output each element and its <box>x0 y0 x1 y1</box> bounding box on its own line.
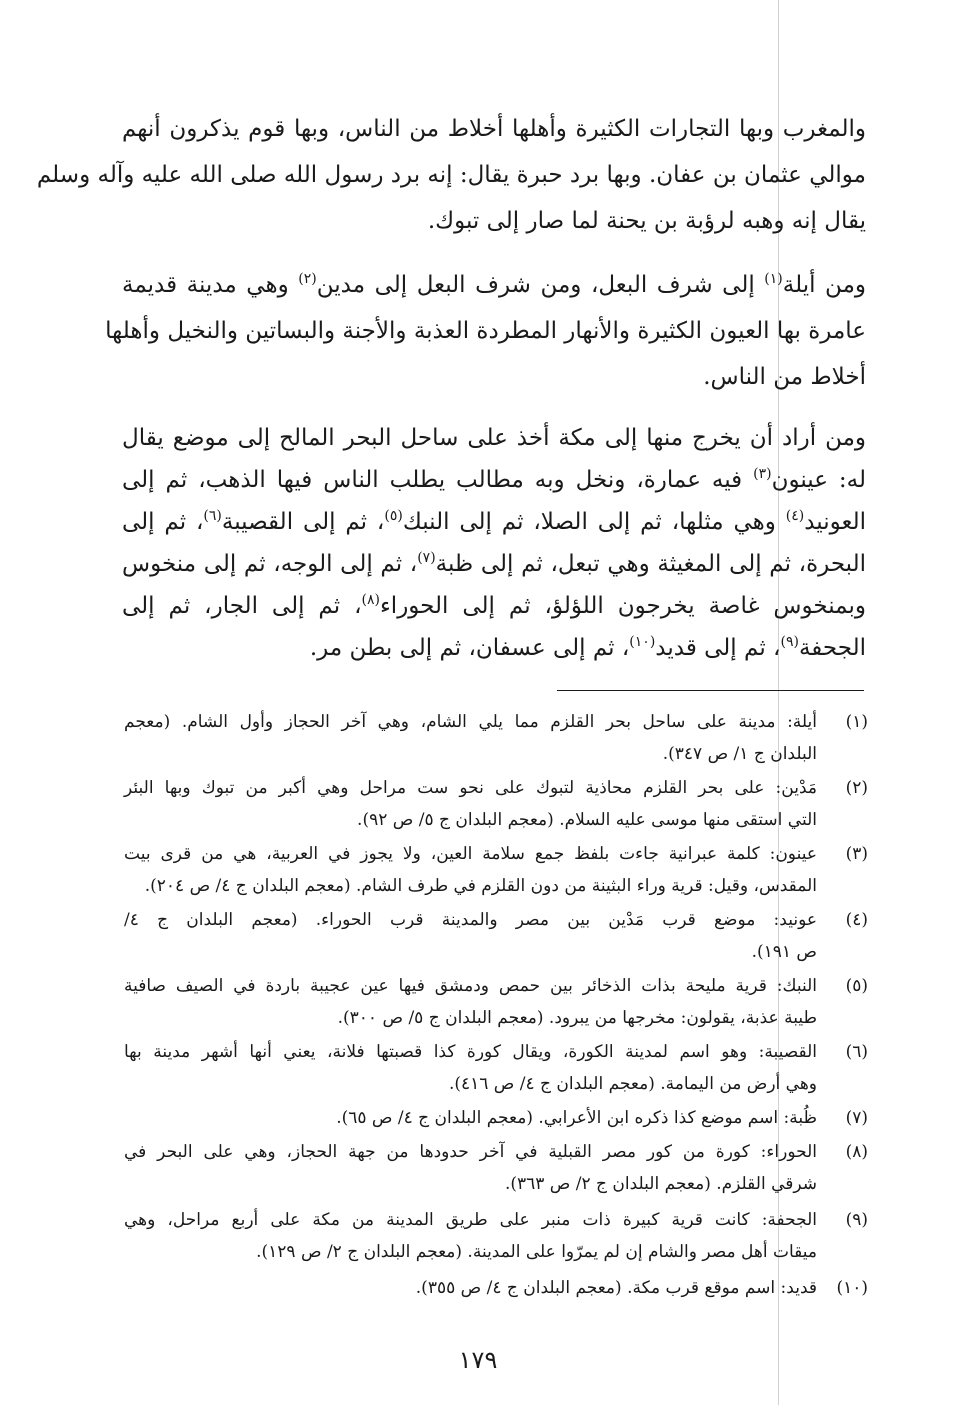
footnote-line: وهي أرض من اليمامة. (معجم البلدان ج ٤/ ص ٤١٦). <box>448 1074 817 1094</box>
footnote-ref[interactable]: (١٠) <box>629 634 656 650</box>
page-number: ١٧٩ <box>458 1346 498 1374</box>
footnote-number: (٥) <box>845 976 868 996</box>
footnote-number: (٤) <box>845 910 868 930</box>
footnote-line: الحوراء: كورة من كور مصر القبلية في آخر حدودها من جهة الحجاز، وهي على البحر في <box>124 1142 817 1162</box>
footnote-line: البلدان ج ١/ ص ٣٤٧). <box>662 744 817 764</box>
footnote-line: القصيبة: وهو اسم لمدينة الكورة، ويقال كورة كذا قصبتها فلانة، يعني أنها أشهر مدينة بها <box>124 1042 817 1062</box>
body-line: والمغرب وبها التجارات الكثيرة وأهلها أخلاط من الناس، وبها قوم يذكرون أنهم <box>122 116 866 142</box>
footnote-10 <box>124 1272 868 1306</box>
footnote-8 <box>124 1136 868 1200</box>
footnote-2 <box>124 772 868 836</box>
body-line: أخلاط من الناس. <box>703 364 866 390</box>
footnote-ref[interactable]: (٧) <box>417 550 436 566</box>
footnote-6 <box>124 1036 868 1100</box>
body-line: يقال إنه وهبه لرؤبة بن يحنة لما صار إلى تبوك. <box>427 208 866 234</box>
footnote-ref[interactable]: (٩) <box>780 634 799 650</box>
footnote-number: (٦) <box>845 1042 868 1062</box>
footnote-line: الجحفة: كانت قرية كبيرة ذات منبر على طريق المدينة من مكة على أربع مراحل، وهي <box>124 1210 817 1230</box>
footnote-line: المقدس، وقيل: قرية وراء البثينة من دون القلزم في طرف الشام. (معجم البلدان ج ٤/ ص ٢٠٤). <box>144 876 817 896</box>
body-line: وبمنخوس غاصة يخرجون اللؤلؤ، ثم إلى الحوراء$^{(٨)}$، ثم إلى الجار، ثم إلى <box>122 592 866 619</box>
footnote-ref[interactable]: (٢) <box>298 271 317 287</box>
body-line: ومن أيلة$^{(١)}$ إلى شرف البعل، ومن شرف البعل إلى مدين$^{(٢)}$ وهي مدينة قديمة <box>122 271 866 298</box>
body-line: البحرة، ثم إلى المغيثة وهي تبعل، ثم إلى ظبة$^{(٧)}$، ثم إلى الوجه، ثم إلى منخوس <box>122 550 866 577</box>
footnote-line: التي استقى منها موسى عليه السلام. (معجم البلدان ج ٥/ ص ٩٢). <box>357 810 817 830</box>
footnote-7 <box>124 1102 868 1136</box>
footnote-line: ص ١٩١). <box>751 942 817 962</box>
footnote-ref[interactable]: (٥) <box>384 508 403 524</box>
footnote-ref[interactable]: (١) <box>764 271 783 287</box>
footnote-number: (١٠) <box>836 1278 868 1298</box>
footnote-9 <box>124 1204 868 1268</box>
footnote-number: (٢) <box>845 778 868 798</box>
body-line: العونيد$^{(٤)}$ وهي مثلها، ثم إلى الصلا، ثم إلى النبك$^{(٥)}$، ثم إلى القصيبة$^{(٦)}$، ثم إلى <box>122 508 866 535</box>
footnote-line: أيلة: مدينة على ساحل بحر القلزم مما يلي الشام، وهي آخر الحجاز وأول الشام. (معجم <box>124 712 817 732</box>
footnote-4 <box>124 904 868 968</box>
footnote-line: طيبة عذبة، يقولون: مخرجها من يبرود. (معجم البلدان ج ٥/ ص ٣٠٠). <box>337 1008 817 1028</box>
footnote-line: ميقات أهل مصر والشام إن لم يمرّوا على المدينة. (معجم البلدان ج ٢/ ص ١٢٩). <box>256 1242 817 1262</box>
footnote-3 <box>124 838 868 902</box>
footnote-number: (١) <box>845 712 868 732</box>
footnote-ref[interactable]: (٦) <box>203 508 222 524</box>
footnote-number: (٨) <box>845 1142 868 1162</box>
footnote-line: عونيد: موضع قرب مَدْين بين مصر والمدينة قرب الحوراء. (معجم البلدان ج ٤/ <box>124 910 817 930</box>
footnote-ref[interactable]: (٤) <box>785 508 805 524</box>
body-line: ومن أراد أن يخرج منها إلى مكة أخذ على ساحل البحر المالح إلى موضع يقال <box>122 425 866 451</box>
footnote-number: (٣) <box>845 844 868 864</box>
body-line: له: عينون$^{(٣)}$ فيه عمارة، ونخل وبه مطالب يطلب الناس فيها الذهب، ثم إلى <box>122 466 866 493</box>
footnote-line: مَدْين: على بحر القلزم محاذية لتبوك على نحو ست مراحل وهي أكبر من تبوك وبها البئر <box>124 778 817 798</box>
footnote-line: قديد: اسم موقع قرب مكة. (معجم البلدان ج ٤/ ص ٣٥٥). <box>415 1278 817 1298</box>
footnote-separator <box>557 690 864 691</box>
footnote-number: (٩) <box>845 1210 868 1230</box>
footnote-5 <box>124 970 868 1034</box>
footnote-line: ظُبة: اسم موضع كذا ذكره ابن الأعرابي. (معجم البلدان ج ٤/ ص ٦٥). <box>336 1108 817 1128</box>
footnote-ref[interactable]: (٨) <box>361 592 380 608</box>
footnote-ref[interactable]: (٣) <box>753 466 772 482</box>
body-line: عامرة بها العيون الكثيرة والأنهار المطردة العذبة والأجنة والبساتين والنخيل وأهلها <box>105 318 866 344</box>
footnote-number: (٧) <box>845 1108 868 1128</box>
footnote-1 <box>124 706 868 770</box>
footnote-line: شرقي القلزم. (معجم البلدان ج ٢/ ص ٣٦٣). <box>504 1174 817 1194</box>
body-line: موالي عثمان بن عفان. وبها برد حبرة يقال: إنه برد رسول الله صلى الله عليه وآله وسلم <box>36 162 866 188</box>
body-line: الجحفة$^{(٩)}$، ثم إلى قديد$^{(١٠)}$، ثم إلى عسفان، ثم إلى بطن مر. <box>309 634 866 661</box>
footnote-line: النبك: قرية مليحة بذات الذخائر بين حمص ودمشق فيها عين عجيبة باردة في الصيف صافية <box>124 976 817 996</box>
footnote-line: عينون: كلمة عبرانية جاءت بلفظ جمع سلامة العين، ولا يجوز في العربية، هي من قرى بيت <box>124 844 817 864</box>
